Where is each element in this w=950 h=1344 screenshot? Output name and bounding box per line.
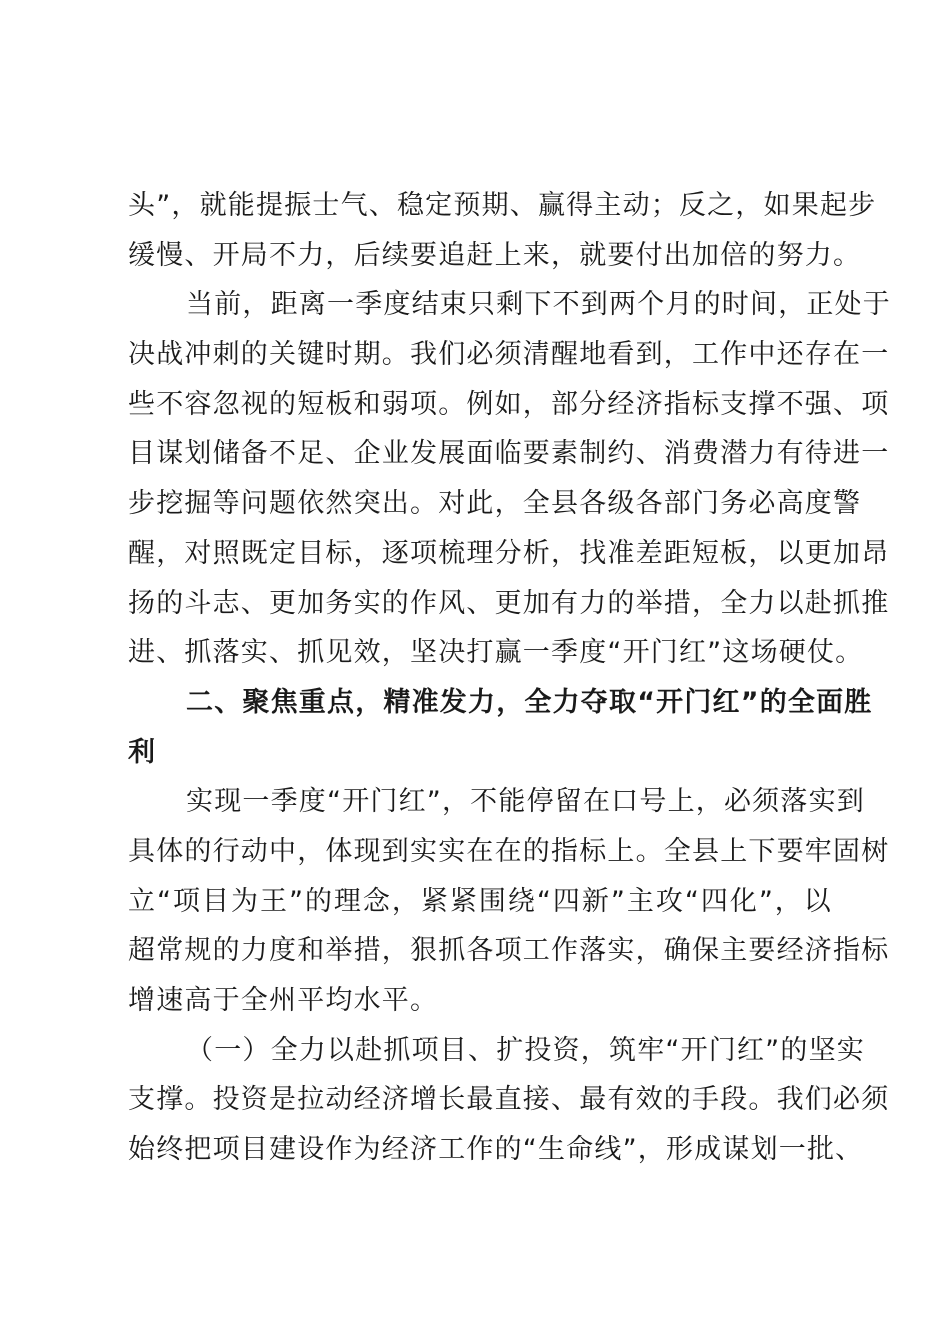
text-line: 超常规的力度和举措，狠抓各项工作落实，确保主要经济指标 — [128, 935, 890, 967]
text-line: 支撑。投资是拉动经济增长最直接、最有效的手段。我们必须 — [128, 1084, 890, 1116]
text-line: 进、抓落实、抓见效，坚决打赢一季度“开门红”这场硬仗。 — [128, 637, 864, 669]
text-line: 实现一季度“开门红”，不能停留在口号上，必须落实到 — [186, 786, 865, 818]
text-line: 具体的行动中，体现到实实在在的指标上。全县上下要牢固树 — [128, 835, 890, 867]
text-line: （一）全力以赴抓项目、扩投资，筑牢“开门红”的坚实 — [186, 1034, 865, 1066]
text-line: 决战冲刺的关键时期。我们必须清醒地看到，工作中还存在一 — [128, 339, 890, 371]
section-heading: 二、聚焦重点，精准发力，全力夺取“开门红”的全面胜 — [186, 686, 873, 718]
text-line: 步挖掘等问题依然突出。对此，全县各级各部门务必高度警 — [128, 488, 862, 520]
text-line: 扬的斗志、更加务实的作风、更加有力的举措，全力以赴抓推 — [128, 587, 890, 619]
text-line: 始终把项目建设作为经济工作的“生命线”，形成谋划一批、 — [128, 1134, 864, 1166]
text-line: 目谋划储备不足、企业发展面临要素制约、消费潜力有待进一 — [128, 438, 890, 470]
text-line: 些不容忽视的短板和弱项。例如，部分经济指标支撑不强、项 — [128, 388, 890, 420]
text-line: 立“项目为王”的理念，紧紧围绕“四新”主攻“四化”，以 — [128, 885, 832, 917]
text-line: 醒，对照既定目标，逐项梳理分析，找准差距短板，以更加昂 — [128, 537, 890, 569]
text-line: 头”，就能提振士气、稳定预期、赢得主动；反之，如果起步 — [128, 190, 877, 221]
text-line: 缓慢、开局不力，后续要追赶上来，就要付出加倍的努力。 — [128, 239, 862, 271]
document-page — [128, 181, 891, 1175]
section-heading: 利 — [128, 736, 157, 768]
text-line: 增速高于全州平均水平。 — [128, 985, 439, 1016]
text-line: 当前，距离一季度结束只剩下不到两个月的时间，正处于 — [186, 289, 891, 321]
